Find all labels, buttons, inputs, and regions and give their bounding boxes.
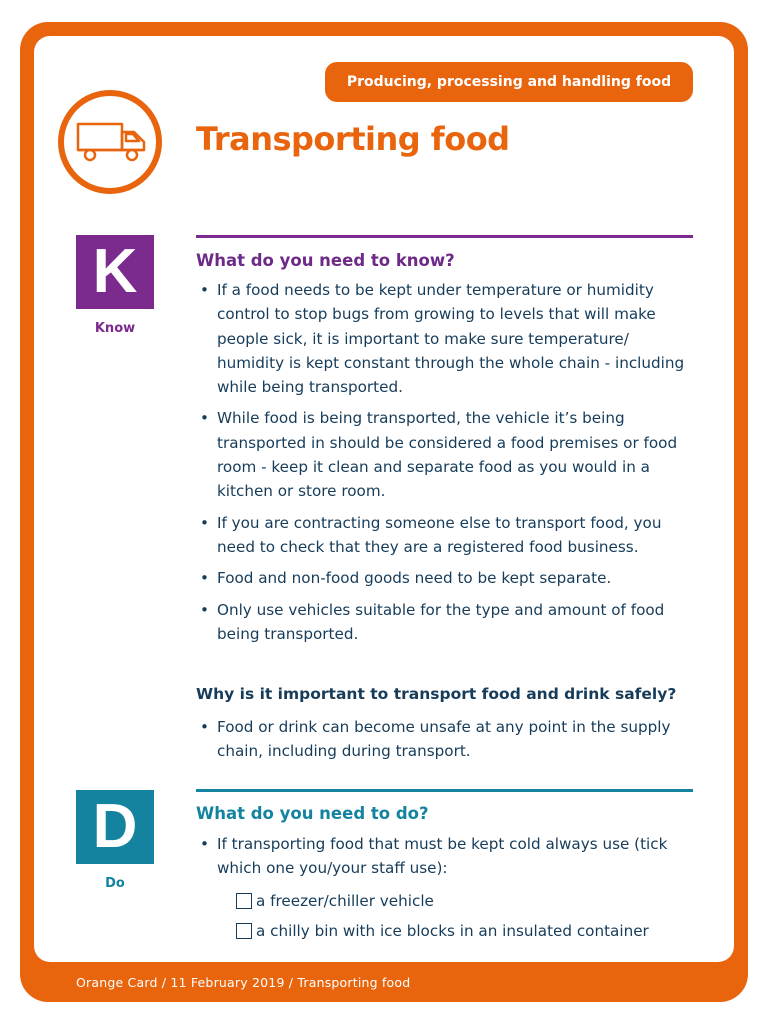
do-badge: D: [76, 790, 154, 864]
page-title: Transporting food: [196, 120, 510, 158]
list-item: • If a food needs to be kept under temperature or humidity control to stop bugs from growing to levels that will make people sick, it is important to make sure temperature/ humidity is kept constant through the whole chain - including while being transported.: [196, 278, 696, 399]
list-item: • While food is being transported, the vehicle it’s being transported in should be considered a food premises or food room - keep it clean and separate food as you would in a kitchen or store room.: [196, 406, 696, 503]
why-heading: Why is it important to transport food and drink safely?: [196, 685, 677, 703]
checkbox[interactable]: [236, 923, 252, 939]
checkbox-list: [236, 886, 649, 946]
know-heading: What do you need to know?: [196, 251, 455, 270]
truck-icon: [76, 120, 148, 164]
checkbox-label: a freezer/chiller vehicle: [256, 892, 434, 910]
checkbox-label: a chilly bin with ice blocks in an insulated container: [256, 922, 649, 940]
list-item: • If you are contracting someone else to transport food, you need to check that they are a registered food business.: [196, 511, 696, 560]
do-list: [196, 832, 696, 888]
list-item: • Food or drink can become unsafe at any point in the supply chain, including during transport.: [196, 715, 696, 764]
know-badge-caption: Know: [94, 321, 136, 336]
do-badge-caption: Do: [105, 876, 125, 891]
why-list: [196, 715, 696, 771]
checkbox-row-chilly-bin[interactable]: [236, 916, 649, 946]
section-pill: Producing, processing and handling food: [325, 62, 693, 102]
list-item: • Only use vehicles suitable for the type and amount of food being transported.: [196, 598, 696, 647]
checkbox-row-freezer[interactable]: [236, 886, 649, 916]
footer-text: Orange Card / 11 February 2019 / Transporting food: [76, 975, 411, 990]
know-badge: K: [76, 235, 154, 309]
checkbox[interactable]: [236, 893, 252, 909]
know-divider: [196, 235, 693, 238]
list-item: • If transporting food that must be kept cold always use (tick which one you/your staff use):: [196, 832, 696, 881]
do-divider: [196, 789, 693, 792]
do-heading: What do you need to do?: [196, 804, 429, 823]
list-item: • Food and non-food goods need to be kept separate.: [196, 566, 696, 590]
know-list: [196, 278, 696, 653]
truck-icon-circle: [58, 90, 162, 194]
